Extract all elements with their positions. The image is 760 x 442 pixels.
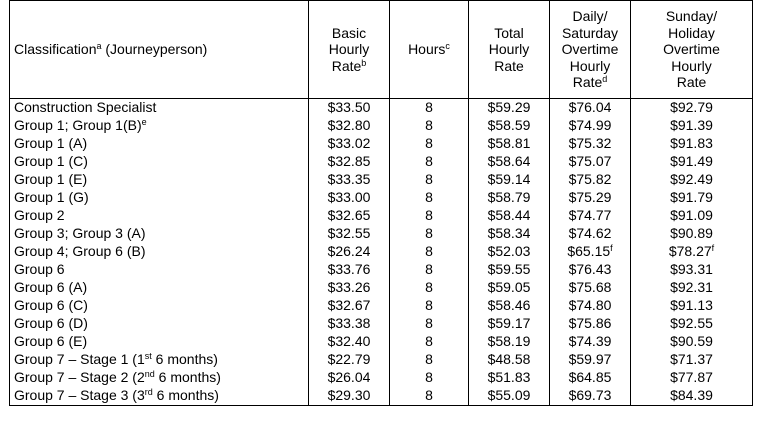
cell-classification: Group 7 – Stage 1 (1st 6 months): [10, 351, 309, 369]
cell-hours: 8: [390, 369, 469, 387]
cell-hours: 8: [390, 279, 469, 297]
header-daily-overtime: Daily/ Saturday Overtime Hourly Rate$^d$: [550, 1, 631, 99]
cell-hours: 8: [390, 99, 469, 118]
cell-sunday-overtime: $91.13: [631, 297, 753, 315]
cell-total-rate: $58.46: [469, 297, 550, 315]
cell-classification: Group 6 (E): [10, 333, 309, 351]
cell-sunday-overtime: $92.55: [631, 315, 753, 333]
cell-total-rate: $59.29: [469, 99, 550, 118]
cell-basic-rate: $29.30: [309, 387, 390, 406]
table-body: [10, 99, 753, 406]
cell-classification: Group 1 (A): [10, 135, 309, 153]
cell-basic-rate: $33.00: [309, 189, 390, 207]
cell-basic-rate: $32.65: [309, 207, 390, 225]
cell-daily-overtime: $64.85: [550, 369, 631, 387]
cell-basic-rate: $32.80: [309, 117, 390, 135]
cell-basic-rate: $33.26: [309, 279, 390, 297]
cell-hours: 8: [390, 315, 469, 333]
cell-hours: 8: [390, 333, 469, 351]
table-row: [10, 153, 753, 171]
cell-hours: 8: [390, 297, 469, 315]
table-row: [10, 117, 753, 135]
cell-sunday-overtime: $93.31: [631, 261, 753, 279]
cell-basic-rate: $26.04: [309, 369, 390, 387]
cell-classification: Group 1 (C): [10, 153, 309, 171]
cell-hours: 8: [390, 387, 469, 406]
table-row: [10, 189, 753, 207]
cell-daily-overtime: $75.32: [550, 135, 631, 153]
cell-daily-overtime: $75.07: [550, 153, 631, 171]
cell-daily-overtime: $74.77: [550, 207, 631, 225]
cell-classification: Group 1; Group $1(B)^e$: [10, 117, 309, 135]
cell-sunday-overtime: $90.89: [631, 225, 753, 243]
cell-daily-overtime: $74.62: [550, 225, 631, 243]
cell-classification: Group 4; Group 6 (B): [10, 243, 309, 261]
cell-basic-rate: $22.79: [309, 351, 390, 369]
header-classification: Classification$^a$ (Journeyperson): [10, 1, 309, 99]
cell-classification: Group 2: [10, 207, 309, 225]
cell-basic-rate: $32.55: [309, 225, 390, 243]
cell-sunday-overtime: $78.27$^f$: [631, 243, 753, 261]
table-row: [10, 297, 753, 315]
cell-basic-rate: $33.38: [309, 315, 390, 333]
table-row: [10, 207, 753, 225]
cell-sunday-overtime: $92.79: [631, 99, 753, 118]
cell-total-rate: $58.64: [469, 153, 550, 171]
cell-sunday-overtime: $91.39: [631, 117, 753, 135]
table-row: [10, 225, 753, 243]
cell-sunday-overtime: $77.87: [631, 369, 753, 387]
cell-basic-rate: $32.85: [309, 153, 390, 171]
cell-classification: Group 1 (G): [10, 189, 309, 207]
table-row: [10, 315, 753, 333]
cell-hours: 8: [390, 207, 469, 225]
cell-basic-rate: $32.67: [309, 297, 390, 315]
wage-rate-table: [9, 0, 753, 406]
cell-hours: 8: [390, 189, 469, 207]
cell-sunday-overtime: $91.83: [631, 135, 753, 153]
cell-hours: 8: [390, 351, 469, 369]
cell-total-rate: $52.03: [469, 243, 550, 261]
cell-sunday-overtime: $92.31: [631, 279, 753, 297]
cell-classification: Group 7 – Stage 2 (2nd 6 months): [10, 369, 309, 387]
cell-classification: Group 3; Group 3 (A): [10, 225, 309, 243]
cell-total-rate: $55.09: [469, 387, 550, 406]
cell-hours: 8: [390, 225, 469, 243]
cell-sunday-overtime: $71.37: [631, 351, 753, 369]
cell-daily-overtime: $75.86: [550, 315, 631, 333]
cell-daily-overtime: $75.29: [550, 189, 631, 207]
header-basic-rate: Basic Hourly Rate$^b$: [309, 1, 390, 99]
table-row: [10, 387, 753, 406]
table-row: [10, 369, 753, 387]
cell-basic-rate: $26.24: [309, 243, 390, 261]
table-row: [10, 261, 753, 279]
cell-daily-overtime: $65.15$^f$: [550, 243, 631, 261]
cell-total-rate: $58.34: [469, 225, 550, 243]
header-hours: Hours$^c$: [390, 1, 469, 99]
cell-basic-rate: $32.40: [309, 333, 390, 351]
cell-total-rate: $58.19: [469, 333, 550, 351]
cell-daily-overtime: $75.68: [550, 279, 631, 297]
cell-daily-overtime: $74.80: [550, 297, 631, 315]
cell-classification: Group 6 (D): [10, 315, 309, 333]
header-total-rate: Total Hourly Rate: [469, 1, 550, 99]
cell-total-rate: $59.14: [469, 171, 550, 189]
table-row: [10, 333, 753, 351]
cell-daily-overtime: $74.39: [550, 333, 631, 351]
cell-classification: Group 7 – Stage 3 (3rd 6 months): [10, 387, 309, 406]
cell-daily-overtime: $59.97: [550, 351, 631, 369]
cell-total-rate: $48.58: [469, 351, 550, 369]
cell-daily-overtime: $76.43: [550, 261, 631, 279]
cell-daily-overtime: $75.82: [550, 171, 631, 189]
cell-total-rate: $51.83: [469, 369, 550, 387]
cell-sunday-overtime: $90.59: [631, 333, 753, 351]
cell-sunday-overtime: $91.49: [631, 153, 753, 171]
cell-classification: Group 6 (A): [10, 279, 309, 297]
cell-total-rate: $59.05: [469, 279, 550, 297]
cell-daily-overtime: $76.04: [550, 99, 631, 118]
cell-total-rate: $58.81: [469, 135, 550, 153]
cell-hours: 8: [390, 261, 469, 279]
cell-classification: Group 1 (E): [10, 171, 309, 189]
cell-total-rate: $58.59: [469, 117, 550, 135]
table-row: [10, 279, 753, 297]
cell-total-rate: $59.17: [469, 315, 550, 333]
cell-basic-rate: $33.50: [309, 99, 390, 118]
table-row: [10, 135, 753, 153]
cell-classification: Group 6 (C): [10, 297, 309, 315]
cell-classification: Group 6: [10, 261, 309, 279]
cell-hours: 8: [390, 243, 469, 261]
cell-sunday-overtime: $91.79: [631, 189, 753, 207]
header-row: [10, 1, 753, 99]
cell-classification: Construction Specialist: [10, 99, 309, 118]
cell-sunday-overtime: $91.09: [631, 207, 753, 225]
table-row: [10, 99, 753, 118]
table-row: [10, 351, 753, 369]
cell-hours: 8: [390, 153, 469, 171]
cell-hours: 8: [390, 171, 469, 189]
cell-basic-rate: $33.76: [309, 261, 390, 279]
table-row: [10, 171, 753, 189]
cell-basic-rate: $33.02: [309, 135, 390, 153]
table-row: [10, 243, 753, 261]
cell-hours: 8: [390, 135, 469, 153]
cell-sunday-overtime: $84.39: [631, 387, 753, 406]
cell-daily-overtime: $69.73: [550, 387, 631, 406]
cell-total-rate: $58.79: [469, 189, 550, 207]
cell-daily-overtime: $74.99: [550, 117, 631, 135]
cell-total-rate: $58.44: [469, 207, 550, 225]
cell-basic-rate: $33.35: [309, 171, 390, 189]
cell-hours: 8: [390, 117, 469, 135]
header-sunday-overtime: Sunday/ Holiday Overtime Hourly Rate: [631, 1, 753, 99]
cell-sunday-overtime: $92.49: [631, 171, 753, 189]
cell-total-rate: $59.55: [469, 261, 550, 279]
